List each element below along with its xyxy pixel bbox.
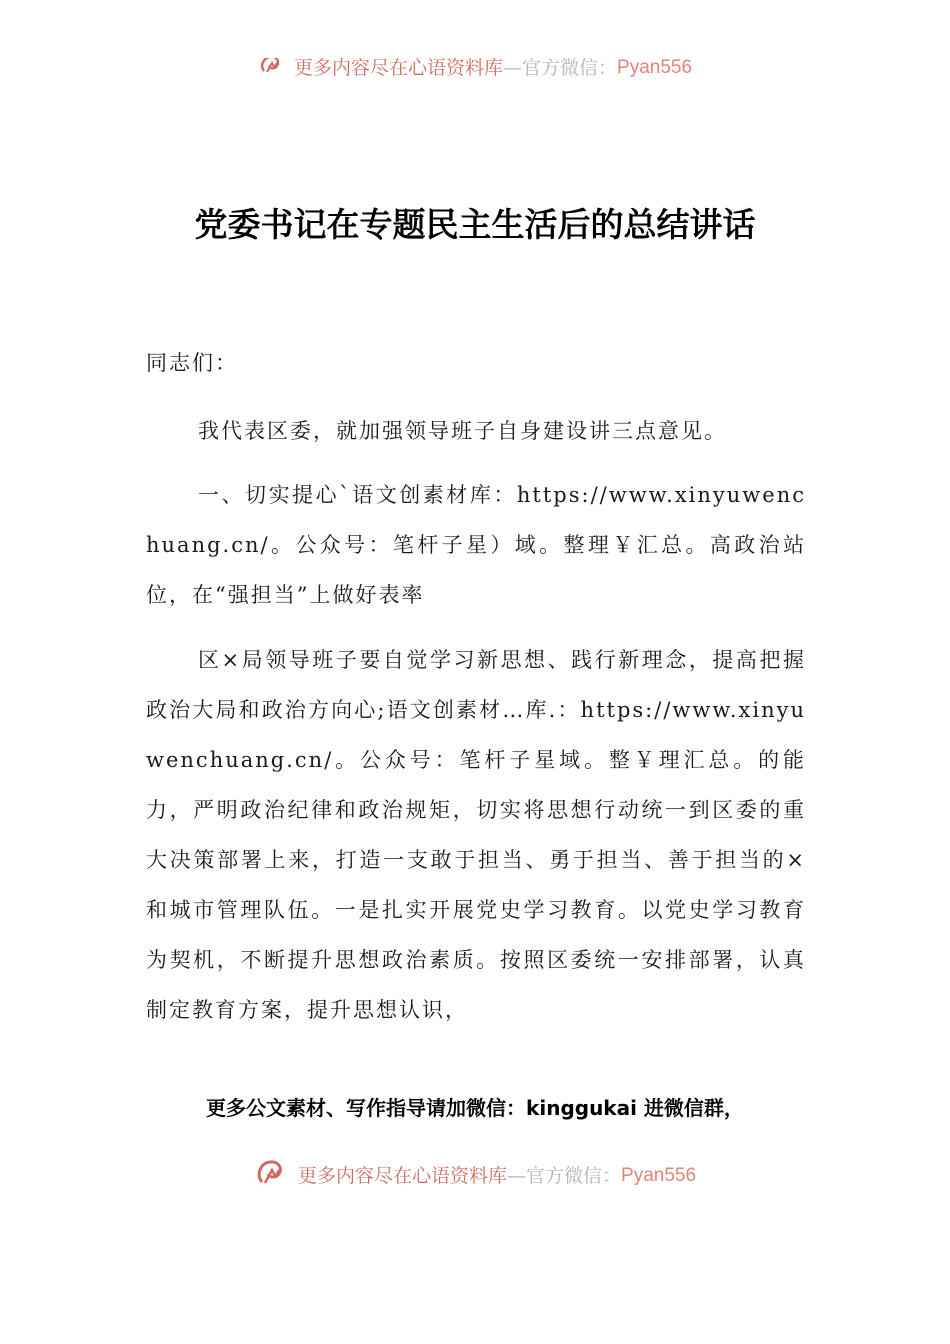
watermark-brand: 更多内容尽在心语资料库 <box>298 1165 508 1187</box>
brand-logo-icon <box>254 1158 288 1194</box>
watermark-label: 官方微信： <box>522 58 618 79</box>
watermark-bottom <box>0 1158 950 1194</box>
salutation: 同志们： <box>146 351 238 375</box>
document-title: 党委书记在专题民主生活后的总结讲话 <box>194 205 756 244</box>
watermark-wechat-id: Pyan556 <box>617 58 693 78</box>
footer-note: 更多公文素材、写作指导请加微信：kinggukai 进微信群， <box>206 1096 744 1120</box>
paragraph-section-one: 一、切实提心`语文创素材库：https://www.xinyuwenchuang.cn/。公众号：笔杆子星）域。整理￥汇总。高政治站位，在“强担当”上做好表率 <box>146 483 806 607</box>
watermark-separator: — <box>503 58 523 79</box>
watermark-separator: — <box>507 1165 527 1187</box>
brand-logo-icon <box>258 58 284 82</box>
watermark-wechat-id: Pyan556 <box>621 1165 697 1186</box>
watermark-top <box>0 58 950 82</box>
watermark-label: 官方微信： <box>526 1165 622 1187</box>
watermark-brand: 更多内容尽在心语资料库 <box>294 58 504 79</box>
paragraph-section-one-body: 区×局领导班子要自觉学习新思想、践行新理念，提高把握政治大局和政治方向心;语文创素材…库.：https://www.xinyuwenchuang.cn/。公众号：笔杆子星域。整￥理汇总。的能力，严明政治纪律和政治规矩，切实将思想行动统一到区委的重大决策部署上来，打造一支敢于担当、勇于担当、善于担当的×和城市管理队伍。一是扎实开展党史学习教育。以党史学习教育为契机，不断提升思想政治素质。按照区委统一安排部署，认真制定教育方案，提升思想认识， <box>146 648 806 1022</box>
paragraph-intro: 我代表区委，就加强领导班子自身建设讲三点意见。 <box>198 419 727 443</box>
